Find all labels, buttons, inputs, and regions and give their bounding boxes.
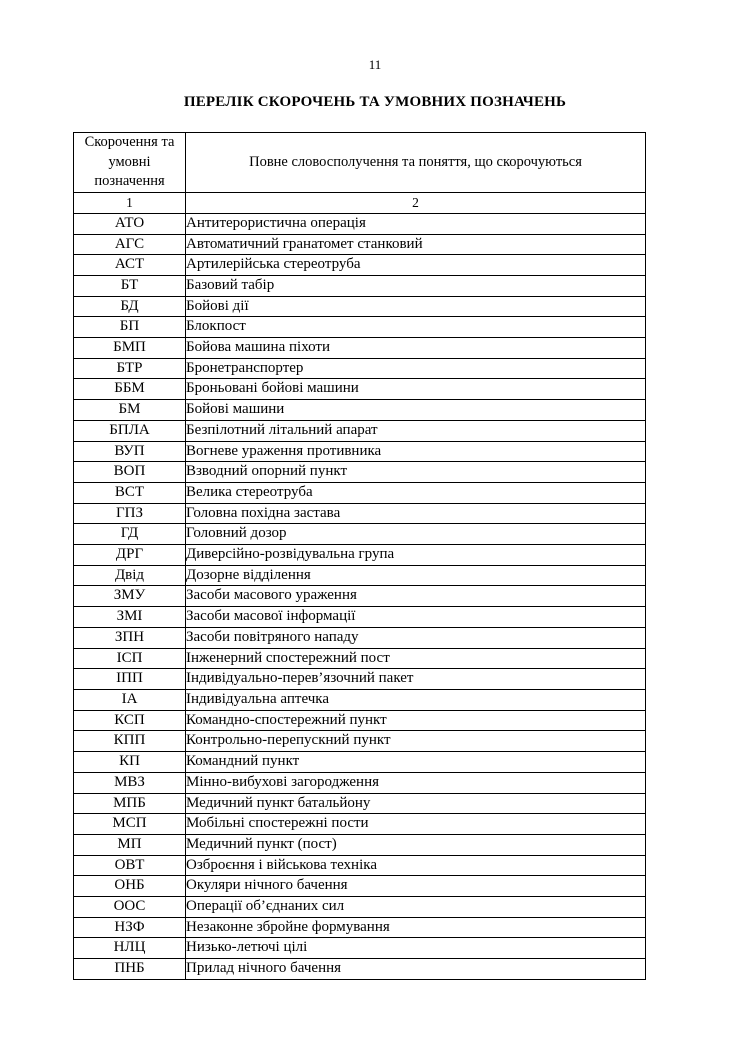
full-phrase-cell: Засоби масового ураження <box>186 586 646 607</box>
table-row <box>74 545 646 566</box>
table-row <box>74 627 646 648</box>
abbreviation-cell: ДРГ <box>74 545 186 566</box>
abbreviation-cell: БМ <box>74 400 186 421</box>
table-row <box>74 607 646 628</box>
table-row <box>74 586 646 607</box>
abbreviation-cell: ОВТ <box>74 855 186 876</box>
abbreviation-cell: ЗМІ <box>74 607 186 628</box>
table-row <box>74 689 646 710</box>
abbreviation-cell: ІА <box>74 689 186 710</box>
full-phrase-cell: Озброєння і військова техніка <box>186 855 646 876</box>
table-row <box>74 213 646 234</box>
full-phrase-cell: Окуляри нічного бачення <box>186 876 646 897</box>
abbreviation-cell: КП <box>74 752 186 773</box>
full-phrase-cell: Бронетранспортер <box>186 358 646 379</box>
abbreviation-cell: ЗПН <box>74 627 186 648</box>
table-row <box>74 400 646 421</box>
abbreviation-cell: НЛЦ <box>74 938 186 959</box>
table-header-row <box>74 133 646 193</box>
abbreviation-cell: КСП <box>74 710 186 731</box>
full-phrase-cell: Індивідуально-перев’язочний пакет <box>186 669 646 690</box>
full-phrase-cell: Вогневе ураження противника <box>186 441 646 462</box>
full-phrase-cell: Командно-спостережний пункт <box>186 710 646 731</box>
abbreviation-cell: КПП <box>74 731 186 752</box>
abbreviation-cell: МПБ <box>74 793 186 814</box>
abbreviation-cell: МП <box>74 834 186 855</box>
table-row <box>74 275 646 296</box>
table-row <box>74 876 646 897</box>
table-row <box>74 772 646 793</box>
table-row <box>74 296 646 317</box>
abbreviation-cell: ВУП <box>74 441 186 462</box>
table-row <box>74 482 646 503</box>
full-phrase-cell: Засоби масової інформації <box>186 607 646 628</box>
abbreviation-cell: Двід <box>74 565 186 586</box>
full-phrase-cell: Прилад нічного бачення <box>186 959 646 980</box>
table-row <box>74 752 646 773</box>
abbreviation-cell: МВЗ <box>74 772 186 793</box>
full-phrase-cell: Мобільні спостережні пости <box>186 814 646 835</box>
table-row <box>74 855 646 876</box>
table-row <box>74 814 646 835</box>
abbreviation-cell: ГД <box>74 524 186 545</box>
table-row <box>74 524 646 545</box>
table-row <box>74 834 646 855</box>
full-phrase-cell: Інженерний спостережний пост <box>186 648 646 669</box>
full-phrase-cell: Командний пункт <box>186 752 646 773</box>
table-row <box>74 503 646 524</box>
abbreviation-cell: АТО <box>74 213 186 234</box>
full-phrase-cell: Взводний опорний пункт <box>186 462 646 483</box>
table-row <box>74 255 646 276</box>
full-phrase-cell: Бойова машина піхоти <box>186 338 646 359</box>
table-row <box>74 441 646 462</box>
page-number: 11 <box>368 57 382 72</box>
table-row <box>74 669 646 690</box>
table-row <box>74 317 646 338</box>
abbreviation-cell: ПНБ <box>74 959 186 980</box>
full-phrase-cell: Блокпост <box>186 317 646 338</box>
abbreviation-cell: ВОП <box>74 462 186 483</box>
table-row <box>74 710 646 731</box>
full-phrase-cell: Медичний пункт батальйону <box>186 793 646 814</box>
abbreviation-cell: БПЛА <box>74 420 186 441</box>
full-phrase-cell: Головний дозор <box>186 524 646 545</box>
full-phrase-cell: Безпілотний літальний апарат <box>186 420 646 441</box>
full-phrase-cell: Головна похідна застава <box>186 503 646 524</box>
table-row <box>74 648 646 669</box>
full-phrase-cell: Індивідуальна аптечка <box>186 689 646 710</box>
header-full-phrase: Повне словосполучення та поняття, що скорочуються <box>186 133 646 193</box>
full-phrase-cell: Дозорне відділення <box>186 565 646 586</box>
full-phrase-cell: Автоматичний гранатомет станковий <box>186 234 646 255</box>
table-row <box>74 565 646 586</box>
table-row <box>74 897 646 918</box>
full-phrase-cell: Артилерійська стереотруба <box>186 255 646 276</box>
abbreviation-cell: ГПЗ <box>74 503 186 524</box>
table-row <box>74 793 646 814</box>
full-phrase-cell: Бойові машини <box>186 400 646 421</box>
table-row <box>74 959 646 980</box>
full-phrase-cell: Медичний пункт (пост) <box>186 834 646 855</box>
table-row <box>74 938 646 959</box>
abbreviation-cell: ІПП <box>74 669 186 690</box>
column-number-1: 1 <box>74 193 186 214</box>
column-number-row <box>74 193 646 214</box>
header-abbreviation: Скорочення та умовні позначення <box>74 133 186 193</box>
page-title: ПЕРЕЛІК СКОРОЧЕНЬ ТА УМОВНИХ ПОЗНАЧЕНЬ <box>183 94 567 110</box>
abbreviation-cell: ОНБ <box>74 876 186 897</box>
table-body <box>74 213 646 979</box>
abbreviation-cell: БТ <box>74 275 186 296</box>
full-phrase-cell: Броньовані бойові машини <box>186 379 646 400</box>
full-phrase-cell: Диверсійно-розвідувальна група <box>186 545 646 566</box>
abbreviations-table <box>73 132 646 980</box>
abbreviation-cell: АГС <box>74 234 186 255</box>
abbreviation-cell: БМП <box>74 338 186 359</box>
full-phrase-cell: Операції об’єднаних сил <box>186 897 646 918</box>
abbreviation-cell: БД <box>74 296 186 317</box>
table-row <box>74 338 646 359</box>
abbreviation-cell: ООС <box>74 897 186 918</box>
abbreviation-cell: НЗФ <box>74 917 186 938</box>
full-phrase-cell: Низько-летючі цілі <box>186 938 646 959</box>
full-phrase-cell: Базовий табір <box>186 275 646 296</box>
full-phrase-cell: Засоби повітряного нападу <box>186 627 646 648</box>
table-row <box>74 731 646 752</box>
abbreviation-cell: ЗМУ <box>74 586 186 607</box>
table-row <box>74 234 646 255</box>
abbreviation-cell: БП <box>74 317 186 338</box>
abbreviation-cell: ВСТ <box>74 482 186 503</box>
table-row <box>74 420 646 441</box>
abbreviation-cell: ББМ <box>74 379 186 400</box>
column-number-2: 2 <box>186 193 646 214</box>
full-phrase-cell: Антитерористична операція <box>186 213 646 234</box>
table-row <box>74 917 646 938</box>
full-phrase-cell: Бойові дії <box>186 296 646 317</box>
table-row <box>74 358 646 379</box>
abbreviation-cell: ІСП <box>74 648 186 669</box>
full-phrase-cell: Контрольно-перепускний пункт <box>186 731 646 752</box>
table-row <box>74 379 646 400</box>
table-row <box>74 462 646 483</box>
abbreviation-cell: БТР <box>74 358 186 379</box>
full-phrase-cell: Велика стереотруба <box>186 482 646 503</box>
abbreviation-cell: АСТ <box>74 255 186 276</box>
abbreviation-cell: МСП <box>74 814 186 835</box>
full-phrase-cell: Мінно-вибухові загородження <box>186 772 646 793</box>
full-phrase-cell: Незаконне збройне формування <box>186 917 646 938</box>
